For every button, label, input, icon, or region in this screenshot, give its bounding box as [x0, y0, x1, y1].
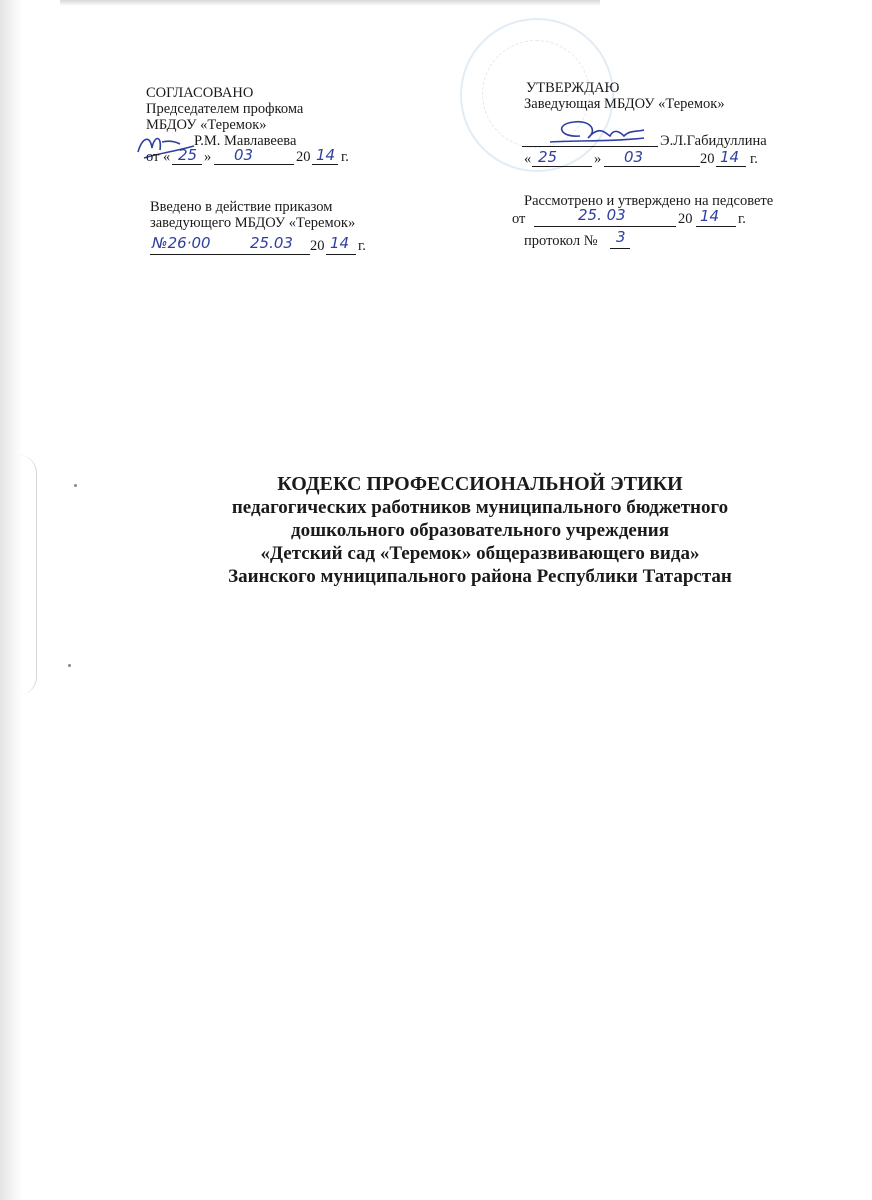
council-suffix: г. — [738, 211, 746, 227]
underline — [312, 164, 338, 165]
order-line1: Введено в действие приказом — [150, 199, 333, 215]
approve-date-suffix: г. — [750, 151, 758, 167]
agreed-date-year: 14 — [316, 146, 336, 164]
underline — [532, 166, 592, 167]
scan-top-shadow — [60, 0, 600, 6]
approve-date-day: 25 — [538, 148, 558, 166]
approve-date-year-prefix: 20 — [700, 151, 715, 167]
order-number: №26·00 — [152, 234, 211, 252]
underline — [326, 254, 356, 255]
underline — [716, 166, 746, 167]
binding-clip-mark — [6, 455, 37, 695]
council-prefix: от — [512, 211, 526, 227]
approve-date-mid: » — [594, 151, 602, 167]
order-suffix: г. — [358, 238, 366, 254]
underline — [150, 254, 310, 255]
agreed-by: Председателем профкома — [146, 101, 304, 117]
order-year-prefix: 20 — [310, 238, 325, 254]
agreed-date-prefix: от « — [146, 149, 171, 165]
approve-date-prefix: « — [524, 151, 532, 167]
underline — [172, 164, 202, 165]
protocol-number: 3 — [616, 228, 626, 246]
council-date: 25. 03 — [578, 206, 626, 224]
approve-signer: Э.Л.Габидуллина — [660, 133, 767, 149]
protocol-label: протокол № — [524, 233, 598, 249]
underline — [696, 226, 736, 227]
underline — [610, 248, 630, 249]
council-line: Рассмотрено и утверждено на педсовете — [524, 193, 774, 209]
council-year-prefix: 20 — [678, 211, 693, 227]
title-line-5: Заинского муниципального района Республики Татарстан — [228, 566, 732, 587]
agreed-org: МБДОУ «Теремок» — [146, 117, 267, 133]
signature-gabidullina — [540, 114, 650, 150]
agreed-date-suffix: г. — [341, 149, 349, 165]
approve-by: Заведующая МБДОУ «Теремок» — [524, 96, 725, 112]
order-line2: заведующего МБДОУ «Теремок» — [150, 215, 356, 231]
agreed-date-day: 25 — [178, 146, 198, 164]
agreed-date-mid: » — [204, 149, 212, 165]
agreed-signer: Р.М. Мавлавеева — [194, 133, 297, 149]
title-line-3: дошкольного образовательного учреждения — [290, 520, 670, 541]
title-line-2: педагогических работников муниципального бюджетного — [231, 497, 729, 518]
approve-date-year: 14 — [720, 148, 740, 166]
underline — [534, 226, 676, 227]
agreed-date-year-prefix: 20 — [296, 149, 311, 165]
agreed-heading: СОГЛАСОВАНО — [146, 85, 254, 101]
order-year: 14 — [330, 234, 350, 252]
council-year: 14 — [700, 207, 720, 225]
order-date: 25.03 — [250, 234, 293, 252]
underline — [604, 166, 700, 167]
underline — [214, 164, 294, 165]
scan-dot — [74, 484, 77, 487]
underline — [522, 146, 658, 147]
title-line-4: «Детский сад «Теремок» общеразвивающего вида» — [260, 543, 700, 564]
agreed-date-month: 03 — [234, 146, 254, 164]
scan-dot — [68, 664, 71, 667]
approve-heading: УТВЕРЖДАЮ — [526, 80, 620, 96]
title-line-1: КОДЕКС ПРОФЕССИОНАЛЬНОЙ ЭТИКИ — [277, 473, 683, 495]
document-title — [150, 473, 810, 588]
approve-date-month: 03 — [624, 148, 644, 166]
